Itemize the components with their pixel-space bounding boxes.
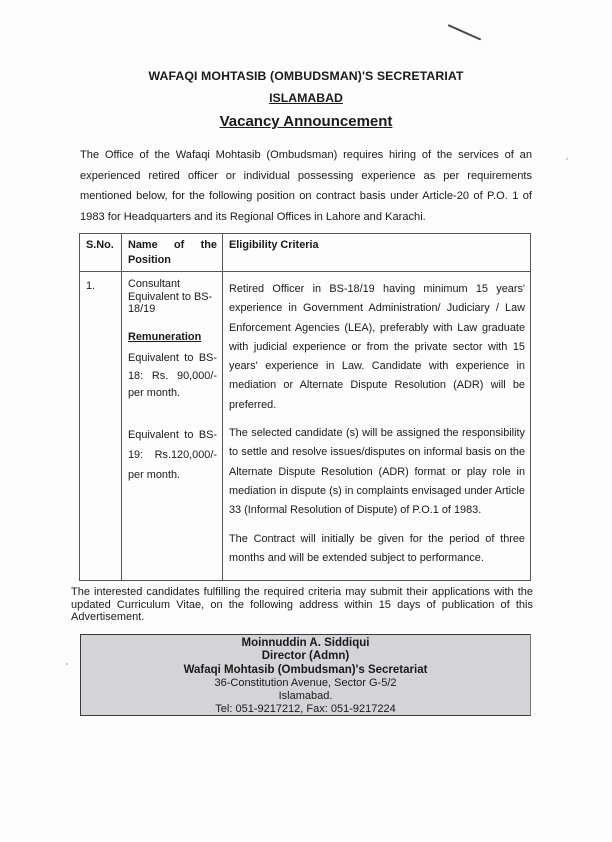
table-header-row: [80, 234, 531, 272]
application-note: The interested candidates fulfilling the required criteria may submit their applications with the updated Curriculum Vitae, on the following address within 15 days of publication of this Advertisement.: [71, 586, 533, 623]
cell-eligibility: [223, 272, 531, 581]
criteria-paragraph: Retired Officer in BS-18/19 having minimum 15 years' experience in Government Administration/ Judiciary / Law Enforcement Agencies (LEA), preferably with Law graduate with judicial experience or from the private sector with 15 years' experience in Law. Candidate with experience in mediation or Alternate Dispute Resolution (ADR) will be preferred.: [229, 283, 525, 411]
pay-bs18: Equivalent to BS-18: Rs. 90,000/- per month.: [128, 352, 217, 399]
address-box: [80, 634, 531, 716]
scan-speck: [66, 663, 68, 665]
cell-sno: 1.: [80, 272, 122, 581]
header-position-name: [122, 234, 223, 272]
address-street: 36-Constitution Avenue, Sector G-5/2: [214, 676, 397, 689]
header-word: of: [174, 239, 185, 251]
contact-phone-fax: Tel: 051-9217212, Fax: 051-9217224: [215, 703, 396, 716]
scan-speck: [566, 158, 568, 160]
contact-organization: Wafaqi Mohtasib (Ombudsman)'s Secretariat: [183, 663, 428, 676]
vacancy-table: [79, 233, 531, 581]
city-heading: ISLAMABAD: [269, 91, 343, 105]
intro-paragraph: The Office of the Wafaqi Mohtasib (Ombudsman) requires hiring of the services of an experienced retired officer or individual possessing experience as per requirements mentioned below, for the following position on contract basis under Article-20 of P.O. 1 of 1983 for Headquarters and its Regional Offices in Lahore and Karachi.: [80, 149, 532, 223]
table-row: [80, 272, 531, 581]
page-title: Vacancy Announcement: [219, 113, 393, 130]
header-word: Position: [128, 253, 171, 266]
header-eligibility: Eligibility Criteria: [223, 234, 531, 272]
remuneration-heading: Remuneration: [128, 330, 202, 343]
pay-bs19: Equivalent to BS-19: Rs.120,000/- per month.: [128, 428, 217, 481]
pen-mark: [448, 24, 482, 40]
address-city: Islamabad.: [278, 690, 333, 703]
contact-name: Moinnuddin A. Siddiqui: [241, 637, 370, 649]
header-sno: S.No.: [80, 234, 122, 272]
criteria-paragraph: The selected candidate (s) will be assigned the responsibility to settle and resolve issues/disputes on informal basis on the Alternate Dispute Resolution (ADR) format or play role in mediation in dispute (s) in complaints envisaged under Article 33 (Informal Resolution of Dispute) of P.O.1 of 1983.: [229, 427, 525, 517]
header-word: Name: [128, 239, 158, 251]
position-title: Consultant Equivalent to BS-18/19: [128, 278, 213, 315]
criteria-paragraph: The Contract will initially be given for the period of three months and will be extended subject to performance.: [229, 532, 525, 564]
cell-position: [122, 272, 223, 581]
organization-heading: WAFAQI MOHTASIB (OMBUDSMAN)'S SECRETARIAT: [148, 69, 464, 83]
contact-designation: Director (Admn): [261, 650, 350, 663]
header-word: the: [200, 239, 217, 251]
